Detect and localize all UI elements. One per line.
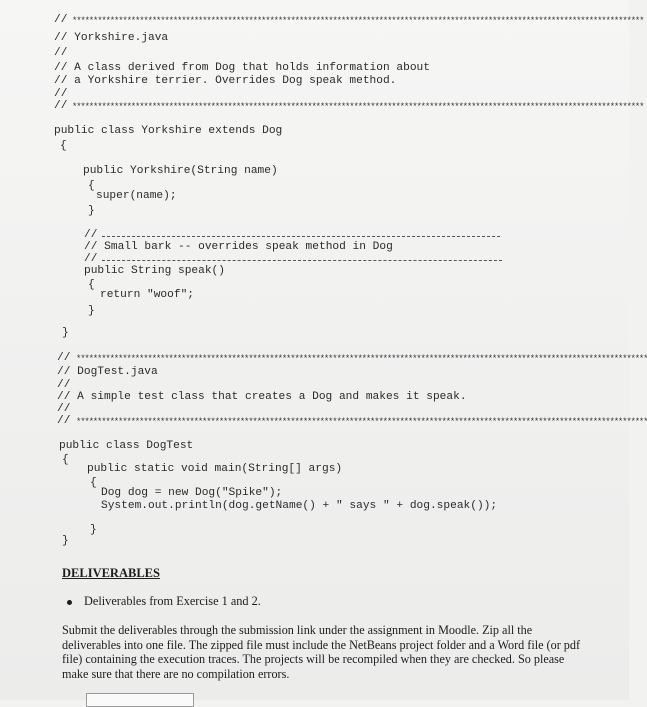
dogtest-class-close-brace: } — [62, 535, 69, 547]
main-method-declaration: public static void main(String[] args) — [87, 463, 343, 475]
yorkshire-header-border-prefix: // — [54, 14, 75, 26]
main-statement-1: Dog dog = new Dog("Spike"); — [101, 487, 283, 499]
speak-comment-top-prefix: // — [84, 229, 105, 241]
speak-method-declaration: public String speak() — [84, 265, 225, 277]
speak-method-comment: // Small bark -- overrides speak method in Dog — [84, 241, 393, 253]
speak-comment-top-dashes — [102, 236, 500, 237]
dogtest-footer-stars: **************************************************************************************************************************************** — [76, 417, 647, 427]
deliverables-paragraph: Submit the deliverables through the submission link under the assignment in Moodle. Zip all the deliverables into one file. The zipped file must include the NetBeans project folder and a Word file (or pdf file) containing the execution traces. The projects will be recompiled when they are checked. So please make sure that there are no compilation errors. — [62, 623, 581, 681]
dogtest-blank-comment-1: // — [57, 379, 71, 391]
yorkshire-description-line-1: // A class derived from Dog that holds information about — [54, 62, 430, 74]
submission-box — [86, 693, 194, 707]
dogtest-class-declaration: public class DogTest — [59, 440, 194, 452]
speak-method-open-brace: { — [88, 279, 95, 291]
yorkshire-file-comment: // Yorkshire.java — [54, 32, 169, 44]
dogtest-description-line: // A simple test class that creates a Dog and makes it speak. — [57, 391, 467, 403]
yorkshire-blank-comment-2: // — [54, 88, 68, 100]
dogtest-header-stars: **************************************************************************************************************************************** — [76, 354, 647, 364]
speak-comment-bottom-dashes — [102, 260, 502, 261]
yorkshire-constructor-close-brace: } — [88, 205, 95, 217]
yorkshire-class-close-brace: } — [62, 327, 69, 339]
yorkshire-constructor-declaration: public Yorkshire(String name) — [83, 165, 278, 177]
yorkshire-footer-stars: **************************************************************************************************************************************** — [72, 102, 644, 112]
main-statement-2: System.out.println(dog.getName() + " says " + dog.speak()); — [101, 500, 498, 512]
bullet-dot-icon — [67, 600, 72, 605]
yorkshire-header-stars: **************************************************************************************************************************************** — [72, 16, 644, 26]
deliverables-heading: DELIVERABLES — [62, 566, 160, 580]
dogtest-class-open-brace: { — [62, 454, 69, 466]
yorkshire-footer-border-prefix: // — [54, 100, 75, 112]
yorkshire-constructor-open-brace: { — [88, 180, 95, 192]
dogtest-header-border-prefix: // — [57, 352, 78, 364]
yorkshire-blank-comment-1: // — [54, 47, 68, 59]
dogtest-blank-comment-2: // — [57, 403, 71, 415]
yorkshire-class-open-brace: { — [60, 140, 67, 152]
main-method-open-brace: { — [90, 477, 97, 489]
dogtest-footer-border-prefix: // — [57, 415, 78, 427]
speak-method-close-brace: } — [88, 305, 95, 317]
speak-return-statement: return "woof"; — [100, 289, 194, 301]
main-method-close-brace: } — [90, 524, 97, 536]
dogtest-file-comment: // DogTest.java — [57, 366, 158, 378]
speak-comment-bottom-prefix: // — [84, 253, 105, 265]
yorkshire-description-line-2: // a Yorkshire terrier. Overrides Dog speak method. — [54, 75, 397, 87]
deliverables-bullet-text: Deliverables from Exercise 1 and 2. — [84, 594, 261, 608]
yorkshire-class-declaration: public class Yorkshire extends Dog — [54, 125, 283, 137]
yorkshire-super-call: super(name); — [96, 190, 177, 202]
